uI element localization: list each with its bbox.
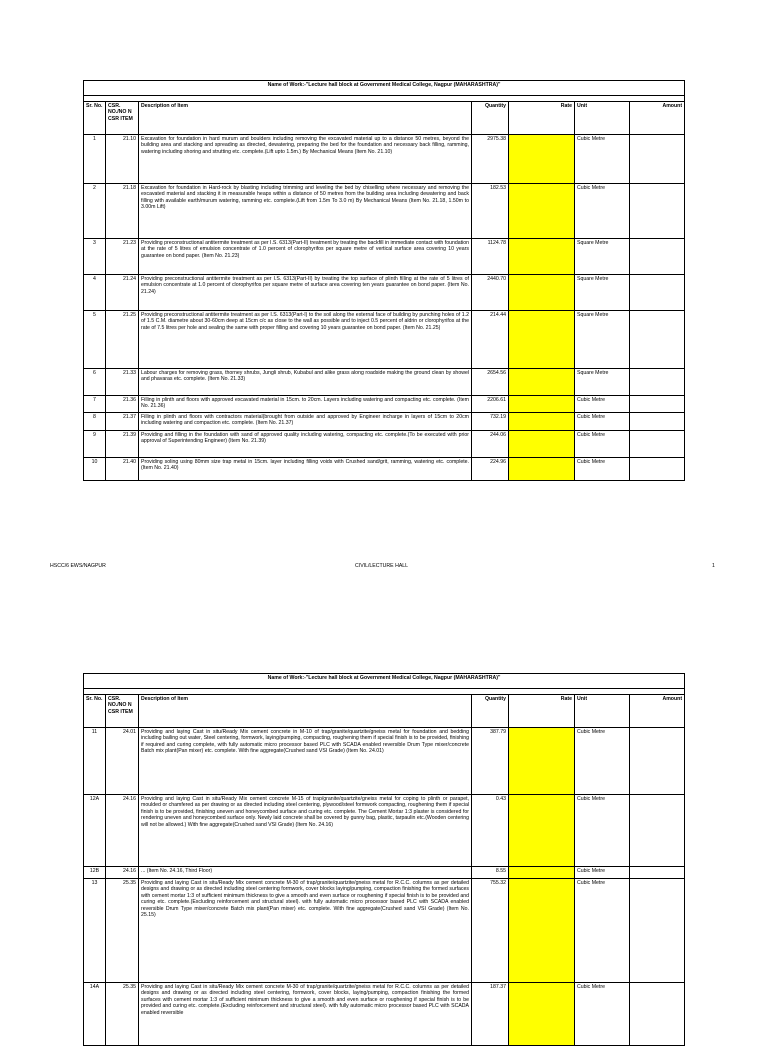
header-rate: Rate [509, 695, 575, 728]
item-amount [630, 239, 685, 275]
item-rate [509, 867, 575, 879]
item-quantity: 1124.78 [472, 239, 509, 275]
item-amount [630, 795, 685, 867]
boq-table-page-2 [83, 673, 685, 1046]
item-rate [509, 413, 575, 431]
item-quantity: 224.96 [472, 458, 509, 481]
item-description: Labour charges for removing grass, thorney shrubs, Jungli shrub, Kubabul and alike grass along roadside making the ground clean by showel and phavaras etc. complete. (Item No. 21.33) [139, 369, 472, 396]
item-amount [630, 413, 685, 431]
table-row [84, 413, 685, 431]
table-row [84, 369, 685, 396]
item-unit: Cubic Metre [575, 413, 630, 431]
item-description: Excavation for foundation in hard murum and boulders including removing the excavated material up to a distance 50 metres, beyond the building area and stacking and spreading as directed, dewatering, preparing the bed for the foundation and necessary back filling, ramming, watering including shoring and strutting etc. complete.(Lift upto 1.5m.) By Mechanical Means (Item No. 21.10) [139, 135, 472, 184]
item-rate [509, 239, 575, 275]
boq-sheet-page-1 [83, 80, 684, 481]
item-csr-no: 21.18 [106, 184, 139, 239]
item-sr-no: 10 [84, 458, 106, 481]
item-quantity: 755.32 [472, 879, 509, 983]
header-quantity: Quantity [472, 695, 509, 728]
item-rate [509, 795, 575, 867]
table-row [84, 983, 685, 1046]
item-unit: Cubic Metre [575, 135, 630, 184]
item-csr-no: 21.39 [106, 431, 139, 458]
header-sr-no: Sr. No. [84, 102, 106, 135]
header-rate: Rate [509, 102, 575, 135]
footer-left-text: HSCC/6 EWS/NAGPUR [50, 563, 106, 569]
item-unit: Cubic Metre [575, 458, 630, 481]
item-unit: Cubic Metre [575, 879, 630, 983]
table-row [84, 728, 685, 795]
item-quantity: 732.19 [472, 413, 509, 431]
item-sr-no: 6 [84, 369, 106, 396]
table-row [84, 867, 685, 879]
item-csr-no: 24.16 [106, 795, 139, 867]
item-unit: Square Metre [575, 239, 630, 275]
table-row [84, 879, 685, 983]
item-unit: Cubic Metre [575, 983, 630, 1046]
item-sr-no: 12B [84, 867, 106, 879]
item-description: Providing and filling in the foundation with sand of approved quality including watering, compacting etc. complete.(To be executed with prior approval of Superintending Engineer) (Item No. 21.39) [139, 431, 472, 458]
header-row [84, 695, 685, 728]
item-csr-no: 21.10 [106, 135, 139, 184]
table-row [84, 396, 685, 413]
item-description: Filling in plinth and floors with approved excavated material in 15cm. to 20cm. Layers including watering and compacting etc. complete. (Item No. 21.36) [139, 396, 472, 413]
table-row [84, 311, 685, 369]
item-sr-no: 7 [84, 396, 106, 413]
item-unit: Cubic Metre [575, 184, 630, 239]
item-quantity: 187.37 [472, 983, 509, 1046]
item-csr-no: 24.16 [106, 867, 139, 879]
footer-center-text: CIVIL/LECTURE HALL [355, 563, 409, 569]
table-row [84, 458, 685, 481]
header-row [84, 102, 685, 135]
item-sr-no: 2 [84, 184, 106, 239]
item-rate [509, 431, 575, 458]
item-quantity: 0.43 [472, 795, 509, 867]
item-amount [630, 369, 685, 396]
item-csr-no: 21.40 [106, 458, 139, 481]
item-description: Providing and laying Cast in situ/Ready Mix cement concrete M-30 of trap/granite/quartzite/gneiss metal for R.C.C. columns as per detailed designs and drawing or as directed including steel centering, formwork, cover blocks, laying/pumping, compaction finishing the formed surfaces with cement mortar 1:3 of sufficient minimum thickness to give a smooth and even surface or roughening if special finish is to be provided and curing etc. complete.(Excluding reinforcement and structural steel). with fully automatic micro processor based PLC with SCADA enabled reversible [139, 983, 472, 1046]
item-sr-no: 12A [84, 795, 106, 867]
item-quantity: 2654.56 [472, 369, 509, 396]
item-sr-no: 4 [84, 275, 106, 311]
table-row [84, 239, 685, 275]
item-amount [630, 431, 685, 458]
item-description: Providing and laying Cast in situ/Ready Mix cement concrete M-30 of trap/granite/quartzite/gneiss metal for R.C.C. columns as per detailed designs and drawing or as directed including steel centering formwork, cover blocks laying/pumping, compaction finishing the formed surfaces with cement mortar 1:3 of sufficient minimum thickness to give a smooth and even surface or roughening if special finish is to be provided and curing etc. complete.(Excluding reinforcement and structural steel). with fully automatic micro processor based PLC with SCADA enabled reversible Drum Type mixer/concrete Batch mix plant(Pan mixer) etc. complete. With fine aggregate(Crushed sand VSI Grade) (Item No. 25.15) [139, 879, 472, 983]
item-amount [630, 458, 685, 481]
item-sr-no: 14A [84, 983, 106, 1046]
header-description: Description of Item [139, 102, 472, 135]
item-amount [630, 983, 685, 1046]
header-unit: Unit [575, 695, 630, 728]
item-csr-no: 21.33 [106, 369, 139, 396]
item-csr-no: 25.35 [106, 983, 139, 1046]
item-description: Providing preconstructional antitermite treatment as per I.S. 6313(Part-II) treatment by treating the backfill in immediate contact with foundation at the rate of 5 litres of emulsion concentrate of 1.0 percent of clorophyrifos per square metre of vertical surface area covering 10 years guarantee on bond paper. (Item No. 21.23) [139, 239, 472, 275]
header-csr-no: CSR. NO./NO N CSR ITEM [106, 695, 139, 728]
item-rate [509, 135, 575, 184]
item-unit: Cubic Metre [575, 728, 630, 795]
boq-table-page-1 [83, 80, 685, 481]
item-sr-no: 1 [84, 135, 106, 184]
item-description: Excavation for foundation in Hard-rock by blasting including trimming and leveling the bed by chiselling where necessary and removing the excavated material and stacking it in measurable heaps within a distance of 50 metres from the building area including dewatering and back filling with available earth/murum watering, ramming etc. complete.(Lift from 1.5m To 3.0 m) By Mechanical Means (Item No. 21.18, 1.50m to 3.00m Lift) [139, 184, 472, 239]
table-row [84, 431, 685, 458]
item-csr-no: 21.24 [106, 275, 139, 311]
item-rate [509, 983, 575, 1046]
item-quantity: 182.53 [472, 184, 509, 239]
item-quantity: 387.79 [472, 728, 509, 795]
header-csr-no: CSR. NO./NO N CSR ITEM [106, 102, 139, 135]
table-row [84, 135, 685, 184]
item-rate [509, 396, 575, 413]
item-amount [630, 867, 685, 879]
item-description: Providing and laying Cast in situ/Ready Mix cement concrete in M-10 of trap/granite/quartzite/gneiss metal for foundation and bedding including bailing out water, Steel centering, formwork, laying/pumping, compacting, roughening them if special finish is to be provided, finishing if required and curing complete, with fully automatic micro processor based PLC with SCADA enabled reversible Drum Type mixer/concrete Batch mix plant(Pan mixer) etc. complete. With fine aggregate(Crushed sand VSI Grade) (Item No. 24.01) [139, 728, 472, 795]
item-csr-no: 21.37 [106, 413, 139, 431]
item-csr-no: 25.35 [106, 879, 139, 983]
page-number: 1 [712, 563, 715, 569]
item-csr-no: 21.23 [106, 239, 139, 275]
item-description: ... (Item No. 24.16, Third Floor) [139, 867, 472, 879]
item-amount [630, 728, 685, 795]
item-quantity: 2206.61 [472, 396, 509, 413]
item-csr-no: 24.01 [106, 728, 139, 795]
item-amount [630, 275, 685, 311]
item-description: Providing and laying Cast in situ/Ready Mix cement concrete M-15 of trap/granite/quartzite/gneiss metal for coping to plinth or parapet, moulded or chamfered as per drawing or as directed including steel centering, plywood/steel formwork compacting, roughening them if special finish is to be provided, finishing uneven and honeycombed surface and curing etc. complete. The Cement Mortar 1:3 plaster is considered for rendering uneven and honeycombed surface only. Newly laid concrete shall be covered by gunny bag, plastic, tarpaulin etc.(Wooden centering will not be allowed.) With fine aggregate(Crushed sand VSI Grade) (Item No. 24.16) [139, 795, 472, 867]
boq-sheet-page-2 [83, 673, 684, 1046]
header-sr-no: Sr. No. [84, 695, 106, 728]
item-sr-no: 8 [84, 413, 106, 431]
item-rate [509, 275, 575, 311]
header-amount: Amount [630, 102, 685, 135]
item-csr-no: 21.25 [106, 311, 139, 369]
item-quantity: 244.06 [472, 431, 509, 458]
table-row [84, 184, 685, 239]
item-amount [630, 311, 685, 369]
item-quantity: 8.55 [472, 867, 509, 879]
item-rate [509, 728, 575, 795]
item-unit: Square Metre [575, 311, 630, 369]
work-title: Name of Work:-"Lecture hall block at Government Medical College, Nagpur (MAHARASHTRA)" [84, 674, 685, 689]
item-unit: Cubic Metre [575, 795, 630, 867]
item-sr-no: 11 [84, 728, 106, 795]
item-amount [630, 135, 685, 184]
item-sr-no: 13 [84, 879, 106, 983]
item-amount [630, 879, 685, 983]
item-description: Filling in plinth and floors with contractors material(brought from outside and approved by Engineer incharge in layers of 15cm to 20cm including watering and compaction etc. complete. (Item No. 21.37) [139, 413, 472, 431]
item-csr-no: 21.36 [106, 396, 139, 413]
item-rate [509, 458, 575, 481]
item-rate [509, 311, 575, 369]
item-quantity: 214.44 [472, 311, 509, 369]
item-sr-no: 3 [84, 239, 106, 275]
item-unit: Cubic Metre [575, 867, 630, 879]
item-unit: Cubic Metre [575, 396, 630, 413]
item-rate [509, 369, 575, 396]
item-amount [630, 396, 685, 413]
item-description: Providing preconstructional antitermite treatment as per I.S. 6313(Part-II) by treating the top surface of plinth filling at the rate of 5 litres of emulsion concentrate at 1.0 percent of clorophyrifos per square metre of surface area covering ten years guarantee on bond paper. (Item No. 21.24) [139, 275, 472, 311]
header-description: Description of Item [139, 695, 472, 728]
header-unit: Unit [575, 102, 630, 135]
table-row [84, 795, 685, 867]
item-sr-no: 9 [84, 431, 106, 458]
item-rate [509, 184, 575, 239]
item-quantity: 2975.38 [472, 135, 509, 184]
table-row [84, 275, 685, 311]
item-description: Providing soling using 80mm size trap metal in 15cm. layer including filling voids with Crushed sand/grit, ramming, watering etc. complete. (Item No. 21.40) [139, 458, 472, 481]
header-quantity: Quantity [472, 102, 509, 135]
work-title: Name of Work:-"Lecture hall block at Government Medical College, Nagpur (MAHARASHTRA)" [84, 81, 685, 96]
item-amount [630, 184, 685, 239]
item-unit: Cubic Metre [575, 431, 630, 458]
item-rate [509, 879, 575, 983]
item-unit: Square Metre [575, 275, 630, 311]
item-description: Providing preconstructional antitermite treatment as per I.S. 6313(Part-I) to the soil along the external face of building by punching holes of 1.2 of 1.5 C.M. diametre about 30-60cm deep at 15cm c/c as close to the wall as possible and to inject 0.5 percent of aldrin or clorophyrifos at the rate of 7.5 litres per hole and sealing the same with proper filling and covering 10 years guarantee on bond paper. (Item No. 21.25) [139, 311, 472, 369]
header-amount: Amount [630, 695, 685, 728]
item-unit: Square Metre [575, 369, 630, 396]
item-sr-no: 5 [84, 311, 106, 369]
item-quantity: 2440.70 [472, 275, 509, 311]
